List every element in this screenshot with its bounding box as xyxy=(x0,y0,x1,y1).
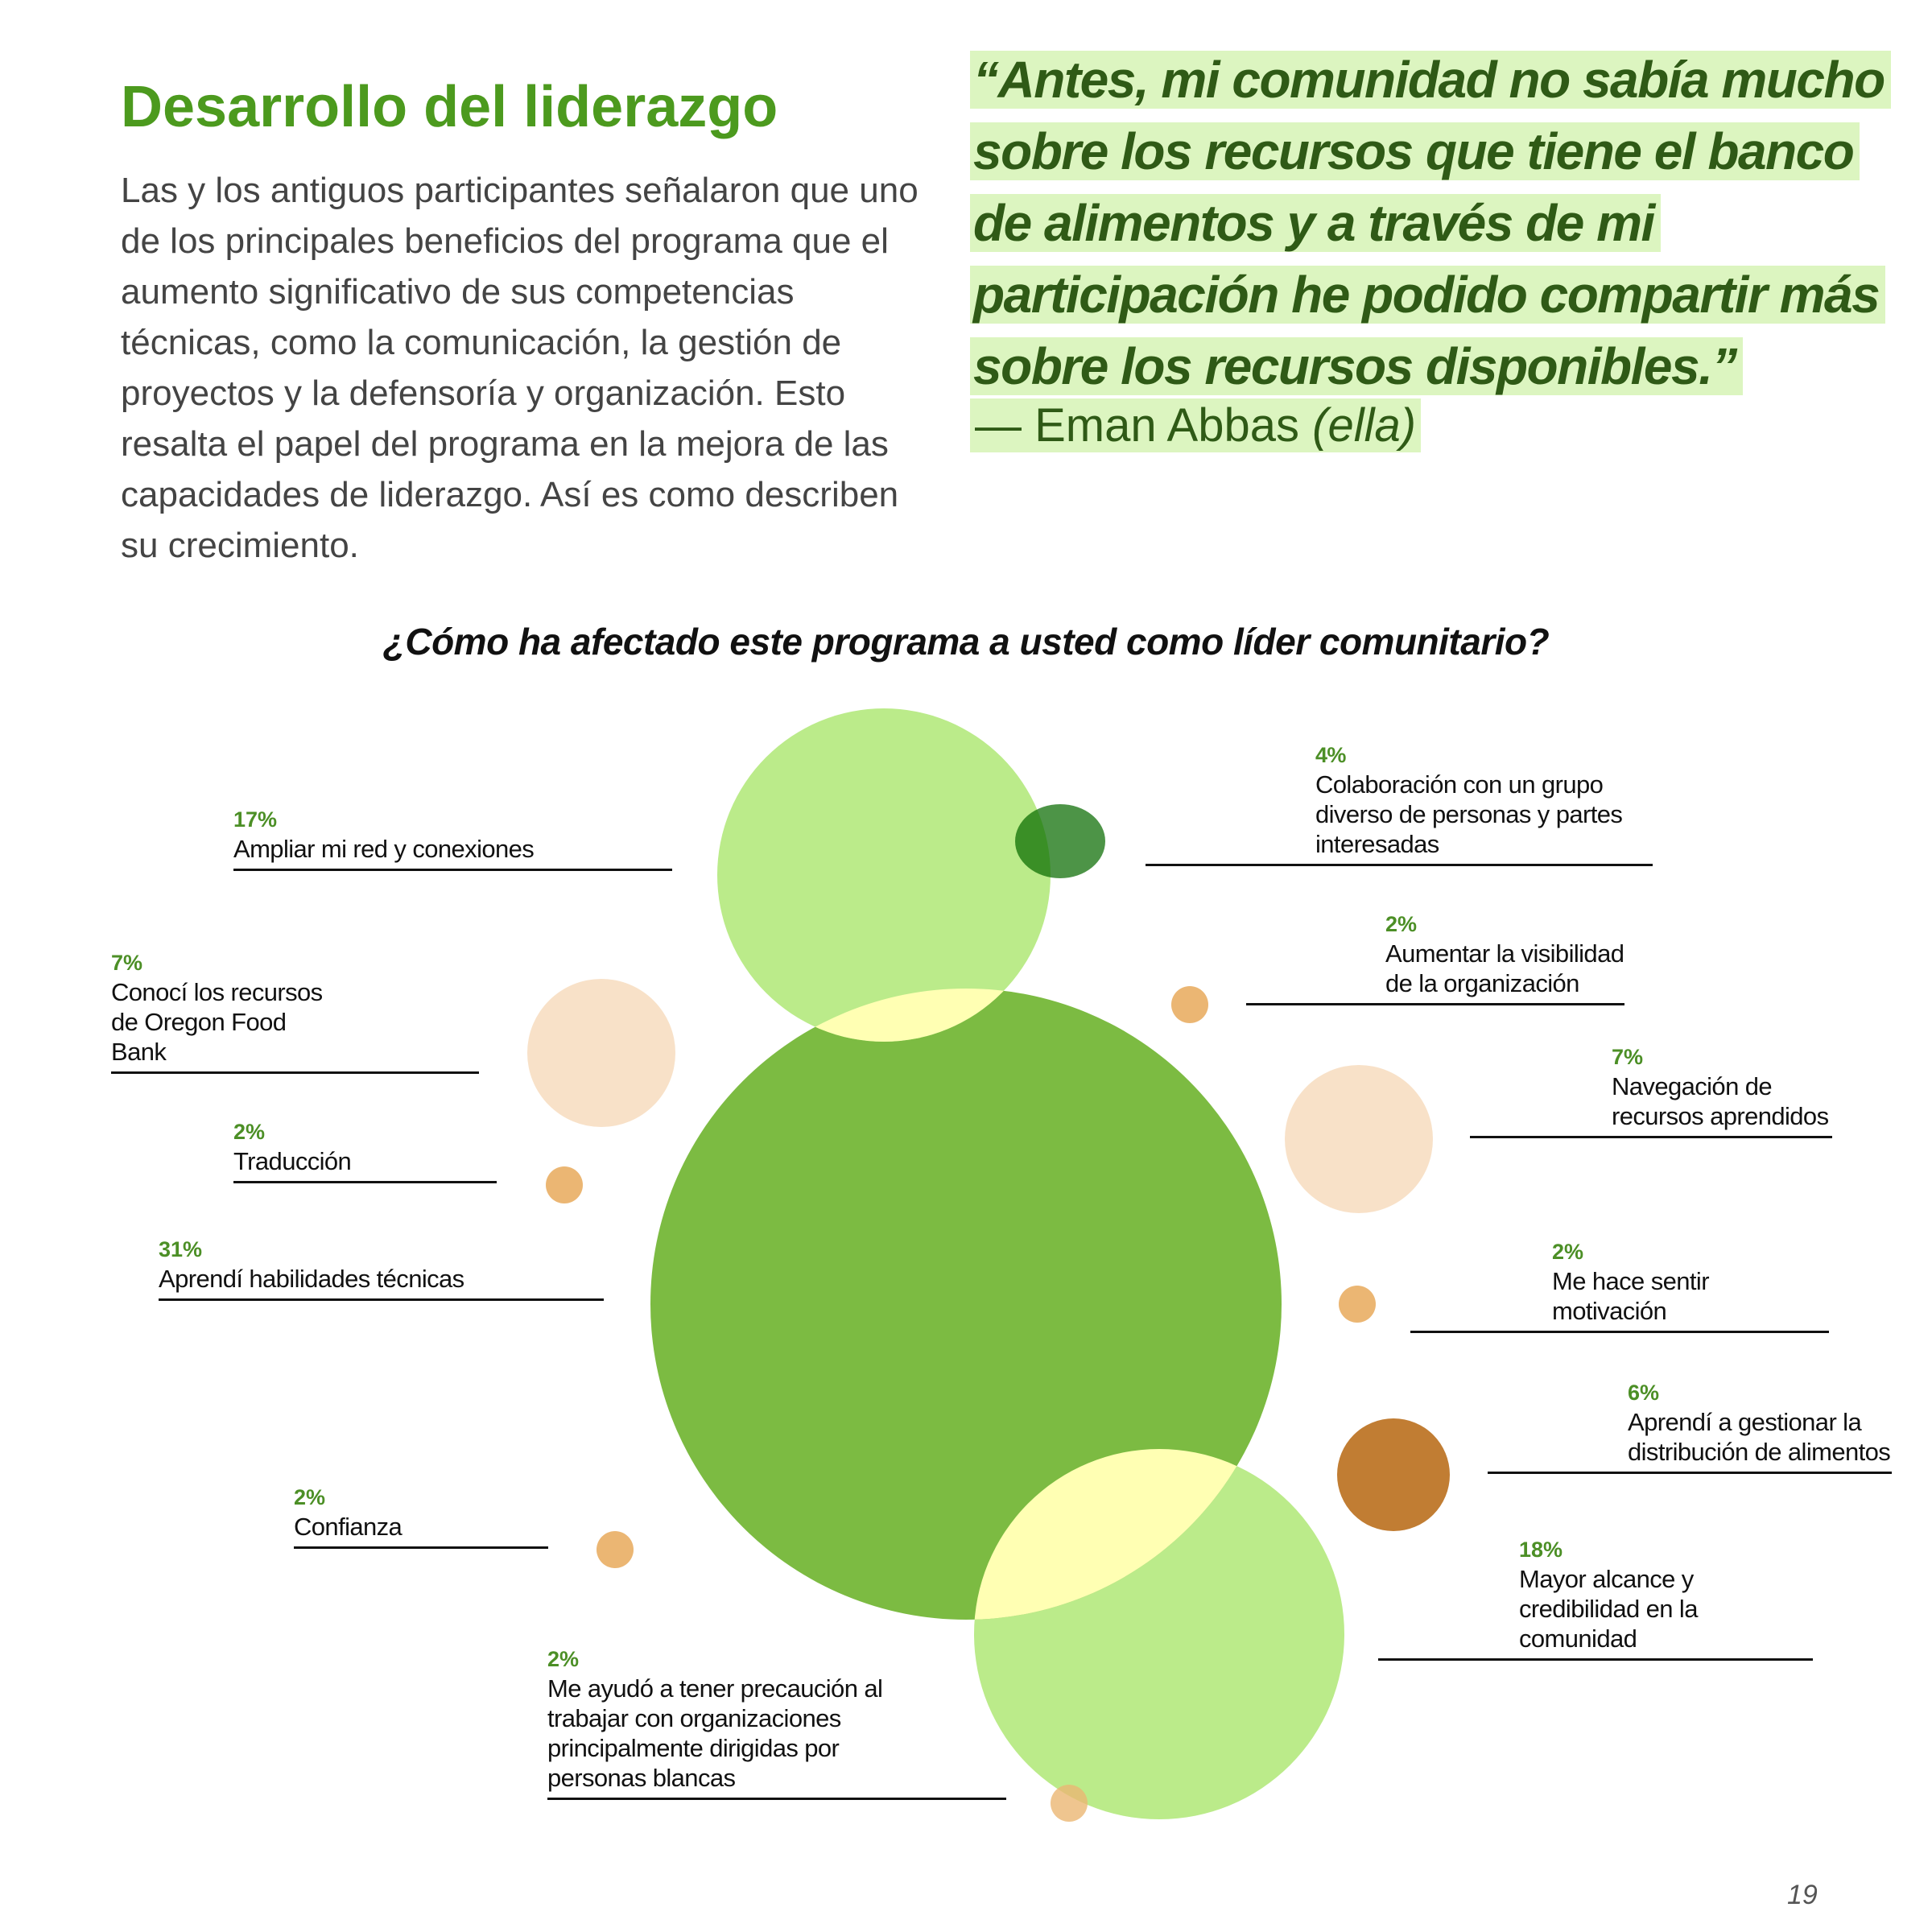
label-ampliar-red-text: Ampliar mi red y conexiones xyxy=(233,835,535,863)
label-precaucion xyxy=(547,1645,1006,1800)
chart-title: ¿Cómo ha afectado este programa a usted como líder comunitario? xyxy=(382,621,1550,663)
label-habilidades-tecnicas xyxy=(159,1235,604,1301)
label-confianza xyxy=(294,1483,548,1549)
label-traduccion xyxy=(233,1117,497,1183)
label-visibilidad-text: Aumentar la visibilidad de la organización xyxy=(1385,939,1624,997)
label-motivacion-text: Me hace sentir motivación xyxy=(1552,1267,1709,1325)
label-ampliar-red-pct: 17% xyxy=(233,807,278,832)
label-colaboracion xyxy=(1146,741,1653,866)
label-traduccion-text: Traducción xyxy=(233,1147,352,1175)
label-conoci-recursos-pct: 7% xyxy=(111,951,143,975)
label-conoci-recursos xyxy=(111,948,479,1074)
bubble-colaboracion xyxy=(1015,804,1105,878)
bubble-navegacion xyxy=(1285,1065,1433,1213)
label-alcance-pct: 18% xyxy=(1519,1538,1563,1562)
label-motivacion-pct: 2% xyxy=(1552,1240,1584,1264)
label-confianza-text: Confianza xyxy=(294,1513,402,1541)
label-confianza-pct: 2% xyxy=(294,1485,326,1509)
quote-pronoun: (ella) xyxy=(1312,399,1417,452)
page-number: 19 xyxy=(1787,1880,1818,1910)
label-colaboracion-pct: 4% xyxy=(1315,743,1346,767)
intro-paragraph: Las y los antiguos participantes señalaron que uno de los principales beneficios del programa que el aumento significativo de sus competencias técnicas, como la comunicación, la gestión de proyectos y la defensoría y organización. Esto resalta el papel del programa en la mejora de las capacidades de liderazgo. Así es como describen su crecimiento. xyxy=(121,171,919,565)
bubble-traduccion xyxy=(546,1166,583,1203)
label-navegacion xyxy=(1470,1042,1832,1138)
label-distribucion xyxy=(1488,1378,1892,1474)
label-colaboracion-text: Colaboración con un grupo diverso de personas y partes interesadas xyxy=(1315,770,1623,858)
quote-author: — Eman Abbas xyxy=(975,399,1299,452)
bubble-visibilidad xyxy=(1171,986,1208,1023)
quote-text: “Antes, mi comunidad no sabía mucho sobre los recursos que tiene el banco de alimentos y a través de mi participación he podido compartir más sobre los recursos disponibles.” xyxy=(970,51,1891,395)
label-navegacion-text: Navegación de recursos aprendidos xyxy=(1612,1072,1829,1130)
label-visibilidad xyxy=(1246,910,1624,1005)
label-precaucion-pct: 2% xyxy=(547,1647,580,1671)
label-distribucion-pct: 6% xyxy=(1628,1381,1660,1405)
label-habilidades-tecnicas-text: Aprendí habilidades técnicas xyxy=(159,1265,464,1293)
label-navegacion-pct: 7% xyxy=(1612,1045,1644,1069)
label-visibilidad-pct: 2% xyxy=(1385,912,1418,936)
bubble-motivacion xyxy=(1339,1286,1376,1323)
label-motivacion xyxy=(1410,1237,1829,1333)
bubble-confianza xyxy=(597,1531,634,1568)
label-alcance-text: Mayor alcance y credibilidad en la comunidad xyxy=(1519,1565,1698,1653)
page-title: Desarrollo del liderazgo xyxy=(121,75,778,139)
label-distribucion-text: Aprendí a gestionar la distribución de alimentos xyxy=(1628,1408,1891,1466)
label-traduccion-pct: 2% xyxy=(233,1120,266,1144)
bubble-precaucion xyxy=(1051,1785,1088,1822)
bubble-distribucion xyxy=(1337,1418,1450,1531)
label-ampliar-red xyxy=(233,805,672,871)
label-conoci-recursos-text: Conocí los recursos de Oregon Food Bank xyxy=(111,978,323,1066)
bubble-conoci-recursos xyxy=(527,979,675,1127)
label-precaucion-text: Me ayudó a tener precaución al trabajar con organizaciones principalmente dirigidas por personas blancas xyxy=(547,1674,883,1792)
label-alcance xyxy=(1378,1535,1813,1661)
label-habilidades-tecnicas-pct: 31% xyxy=(159,1237,203,1261)
